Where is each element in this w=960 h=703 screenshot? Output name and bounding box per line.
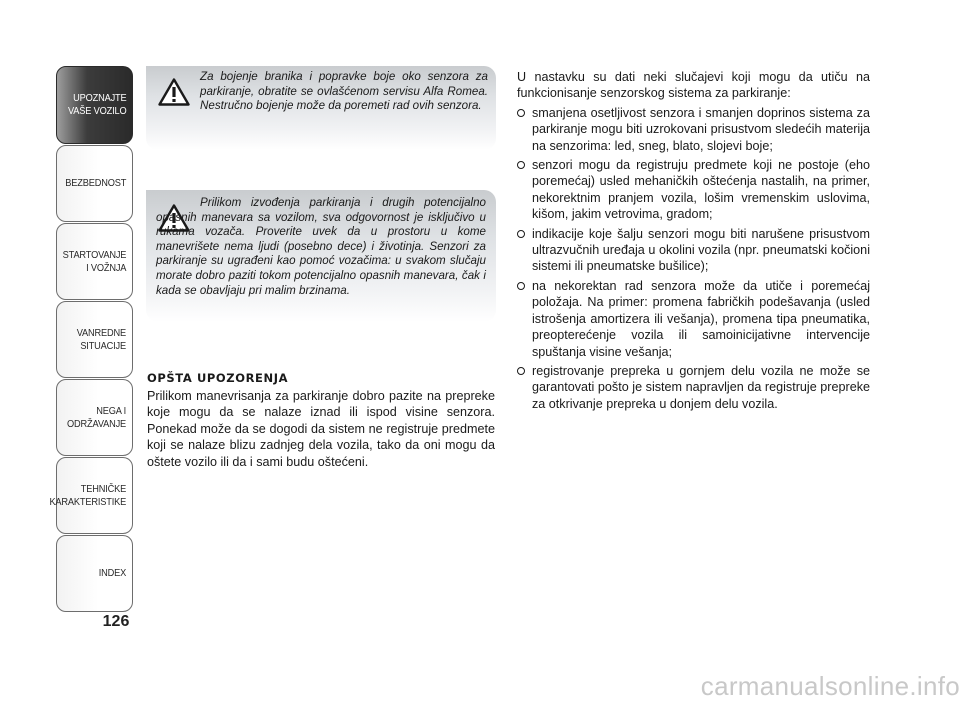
- bullet-icon: [517, 282, 525, 290]
- list-item-text: senzori mogu da registruju predmete koji ne postoje (eho poremećaj) usled mehaničkih oštećenja nastalih, na primer, nekorektnim pranjem vozila, lošim vremenskim uslovima, kišom, jakim vetrovima, gradom;: [532, 158, 870, 222]
- section-paragraph: Prilikom manevrisanja za parkiranje dobro pazite na prepreke koje mogu da se nalaze iznad ili ispod visine senzora. Ponekad može da se dogodi da sistem ne registruje predmete koji se nalaze blizu zadnjeg dela vozila, tako da oni mogu da oštete vozilo ili da i sami budu oštećeni.: [147, 389, 495, 469]
- list-item: [517, 363, 870, 412]
- tab-label: INDEX: [98, 567, 126, 579]
- watermark: carmanualsonline.info: [700, 671, 960, 701]
- tab-upoznajte-vase-vozilo[interactable]: [56, 66, 133, 144]
- list-item-text: registrovanje prepreka u gornjem delu vozila ne može se garantovati pošto je sistem napravljen da registruje prepreke za otkrivanje prepreka u donjem delu vozila.: [532, 363, 870, 411]
- list-item: [517, 157, 870, 223]
- warning-box-responsibility: [146, 190, 496, 322]
- warning-triangle-icon: [158, 78, 190, 106]
- page-number: 126: [102, 613, 130, 630]
- tab-label: VANREDNE SITUACIJE: [76, 326, 126, 352]
- intro-paragraph: U nastavku su dati neki slučajevi koji mogu da utiču na funkcionisanje senzorskog sistema za parkiranje:: [517, 70, 870, 101]
- tab-label: STARTOVANJE I VOŽNJA: [62, 248, 126, 274]
- list-item-text: smanjena osetljivost senzora i smanjen doprinos sistema za parkiranje mogu biti uzrokovani prisustvom sledećih materija na senzorima: led, sneg, blato, slojevi boje;: [532, 105, 870, 153]
- tab-label: TEHNIČKE KARAKTERISTIKE: [49, 482, 126, 508]
- list-item-text: indikacije koje šalju senzori mogu biti narušene prisustvom ultrazvučnih uređaja u okolini vozila (npr. pneumatski kočioni sistemi ili pneumatske bušilice);: [532, 226, 870, 274]
- warning-box-paint: [146, 66, 496, 150]
- warning-text: Prilikom izvođenja parkiranja i drugih potencijalno opasnih manevara sa vozilom, sva odgovornost je isključivo u rukama vozača. Proverite uvek da u prostoru u kome manevrišete nema ljudi (posebno dece) i životinja. Senzori za parkiranje su ugrađeni kao pomoć vozačima: u svakom slučaju morate dobro paziti tokom potencijalno opasnih manevara, čak i kada se obavljaju pri malim brzinama.: [156, 196, 486, 297]
- tab-label: BEZBEDNOST: [65, 177, 126, 189]
- list-item: [517, 278, 870, 360]
- tab-label: UPOZNAJTE VAŠE VOZILO: [67, 92, 126, 117]
- tab-bezbednost[interactable]: [56, 145, 133, 222]
- bullet-icon: [517, 230, 525, 238]
- section-title: OPŠTA UPOZORENJA: [147, 371, 289, 385]
- list-item-text: na nekorektan rad senzora može da utiče i poremećaj položaja. Na primer: promena fabričkih podešavanja (usled istrošenja amortizera ili vešanja), promena tipa pneumatika, preopterećenje vozila ili samoinicijativne intervencije spuštanja visine vešanja;: [532, 278, 870, 359]
- list-item: [517, 105, 870, 154]
- bullet-icon: [517, 109, 525, 117]
- right-column: [517, 69, 870, 412]
- tab-vanredne-situacije[interactable]: [56, 301, 133, 378]
- tab-index[interactable]: [56, 535, 133, 612]
- list-item: [517, 226, 870, 275]
- bullet-icon: [517, 367, 525, 375]
- bullet-icon: [517, 161, 525, 169]
- tab-startovanje-i-voznja[interactable]: [56, 223, 133, 300]
- tab-tehnicke-karakteristike[interactable]: [49, 457, 133, 534]
- cases-list: [517, 105, 870, 412]
- warning-text: Za bojenje branika i popravke boje oko senzora za parkiranje, obratite se ovlašćenom servisu Alfa Romea. Nestručno bojenje može da poremeti rad ovih senzora.: [200, 70, 488, 113]
- tab-label: NEGA I ODRŽAVANJE: [66, 404, 126, 430]
- tab-nega-i-odrzavanje[interactable]: [56, 379, 133, 456]
